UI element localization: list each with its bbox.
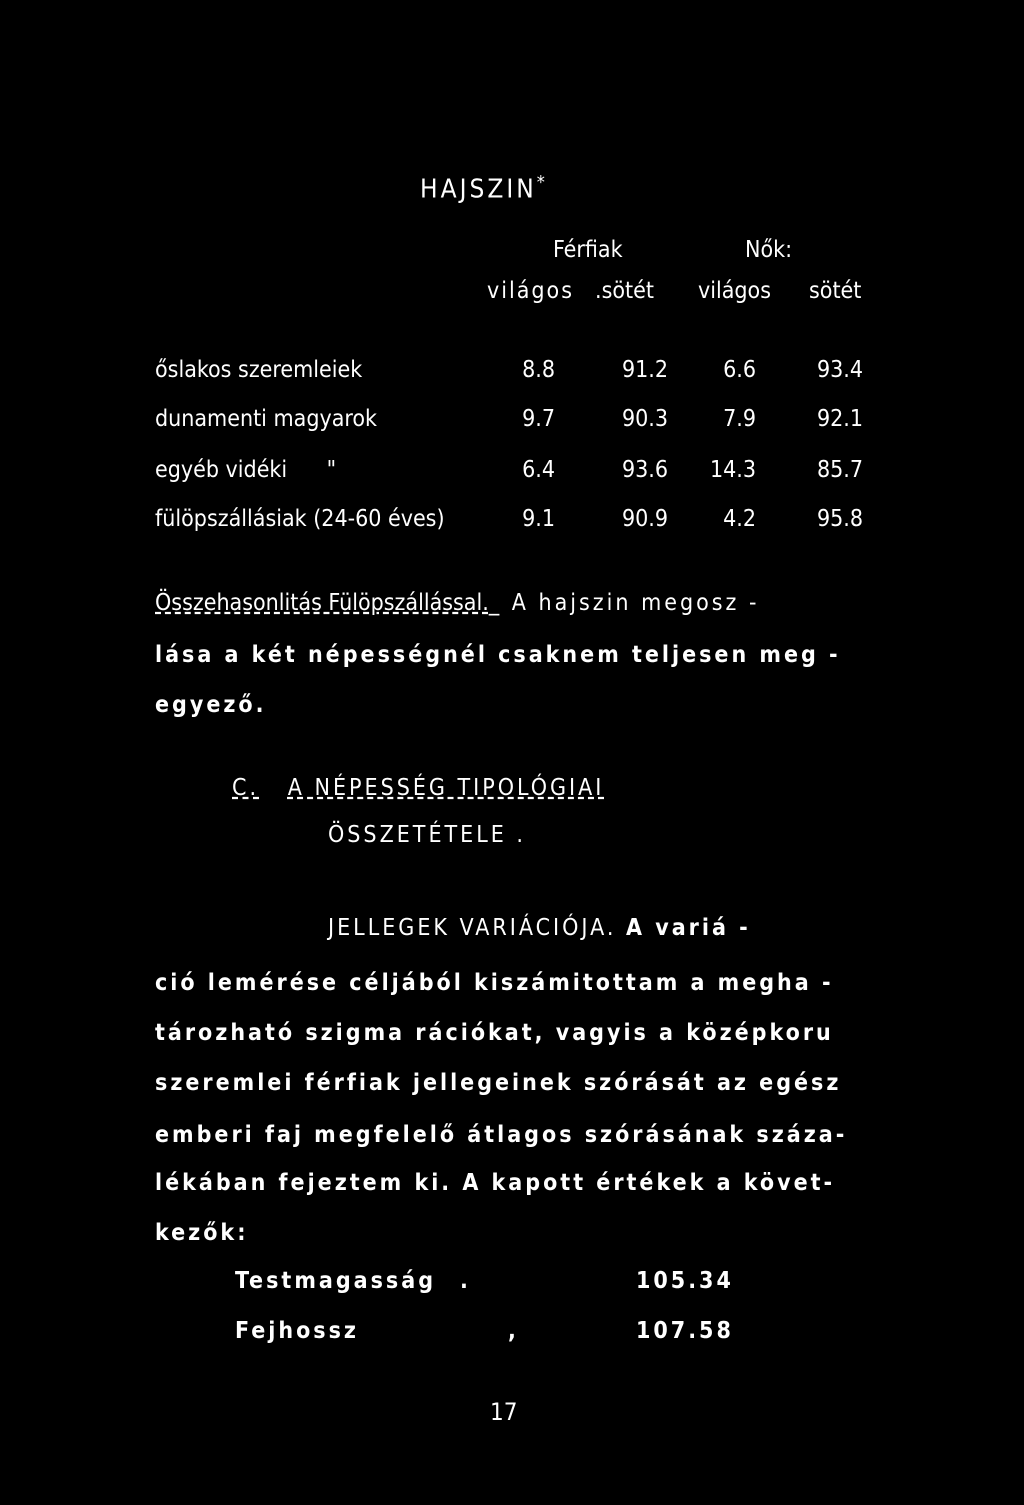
body-line1	[328, 915, 751, 941]
body-line4: szeremlei férfiak jellegeinek szórását az egész	[155, 1070, 842, 1096]
table-cell: 14.3	[709, 457, 756, 483]
page-title	[420, 172, 545, 205]
body-heading: JELLEGEK VARIÁCIÓJA.	[328, 915, 617, 941]
table-cell: 9.7	[522, 406, 555, 432]
table-cell: 92.1	[816, 406, 863, 432]
section-label: C.	[232, 775, 260, 801]
title-footnote-mark: *	[536, 172, 545, 193]
body-line3: tározható szigma rációkat, vagyis a középkoru	[155, 1020, 834, 1046]
value-label: Fejhossz	[235, 1318, 359, 1344]
header-col-light-women: világos	[698, 278, 771, 304]
table-cell: 93.6	[621, 457, 668, 483]
value-label: Testmagasság	[235, 1268, 437, 1294]
table-cell: 90.3	[621, 406, 668, 432]
value-number: 107.58	[636, 1318, 734, 1344]
table-cell: 93.4	[816, 357, 863, 383]
page-number: 17	[490, 1398, 518, 1426]
comparison-lead: Összehasonlitás Fülöpszállással.	[155, 590, 489, 616]
header-col-dark-women: sötét	[809, 278, 862, 304]
header-women: Nők:	[745, 237, 793, 263]
table-row-label: fülöpszállásiak (24-60 éves)	[155, 506, 445, 532]
table-cell: 8.8	[522, 357, 555, 383]
table-cell: 7.9	[723, 406, 756, 432]
value-separator: .	[460, 1268, 471, 1294]
body-line1-rest: A variá -	[626, 915, 751, 941]
comparison-line2: lása a két népességnél csaknem teljesen meg -	[155, 642, 841, 668]
table-cell: 6.4	[522, 457, 555, 483]
title-text: HAJSZIN	[420, 174, 537, 205]
body-line5: emberi faj megfelelő átlagos szórásának száza-	[155, 1122, 848, 1148]
comparison-line3: egyező.	[155, 692, 267, 718]
table-cell: 9.1	[522, 506, 555, 532]
header-men: Férfiak	[553, 237, 623, 263]
table-cell: 95.8	[816, 506, 863, 532]
comparison-line1: _ A hajszin megosz -	[488, 590, 760, 616]
table-cell: 91.2	[621, 357, 668, 383]
value-separator: ,	[508, 1318, 519, 1344]
body-line6: lékában fejeztem ki. A kapott értékek a követ-	[155, 1170, 836, 1196]
table-cell: 6.6	[723, 357, 756, 383]
section-title-line1: A NÉPESSÉG TIPOLÓGIAI	[287, 775, 605, 801]
value-number: 105.34	[636, 1268, 734, 1294]
body-line7: kezők:	[155, 1220, 249, 1246]
body-line2: ció lemérése céljából kiszámitottam a megha -	[155, 970, 834, 996]
section-heading	[232, 775, 604, 801]
header-col-dark-men: .sötét	[595, 278, 654, 304]
table-cell: 4.2	[723, 506, 756, 532]
section-title-line2: ÖSSZETÉTELE .	[328, 822, 526, 848]
header-col-light-men: világos	[487, 278, 574, 304]
table-cell: 85.7	[816, 457, 863, 483]
comparison-paragraph	[155, 590, 759, 616]
table-cell: 90.9	[621, 506, 668, 532]
table-row-label: őslakos szeremleiek	[155, 357, 363, 383]
table-row-label: egyéb vidéki "	[155, 457, 337, 483]
table-row-label: dunamenti magyarok	[155, 406, 378, 432]
